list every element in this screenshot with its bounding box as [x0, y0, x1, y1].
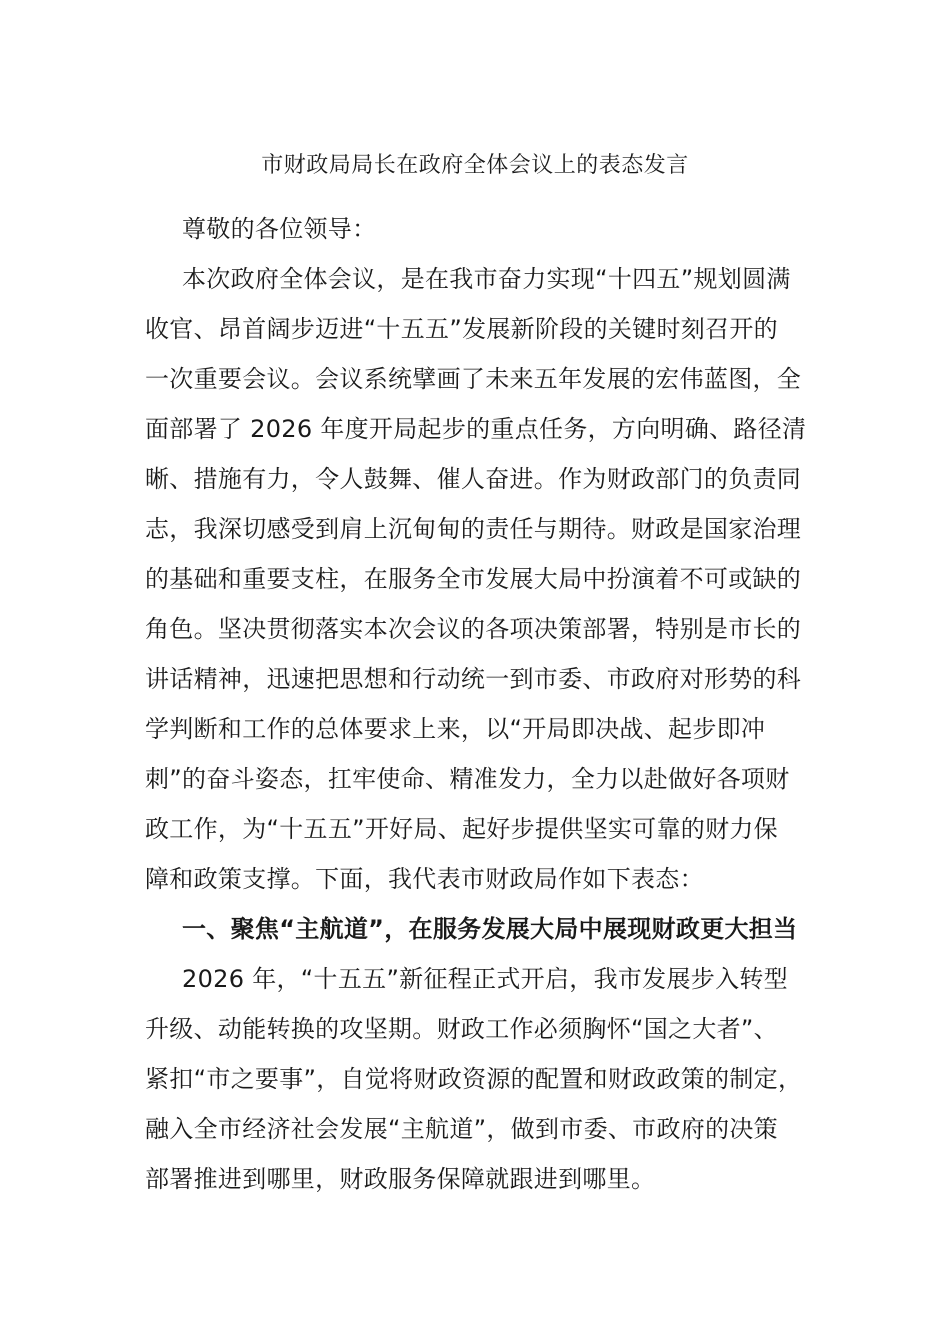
- paragraph-1-line: 障和政策支撑。下面，我代表市财政局作如下表态：: [145, 865, 704, 893]
- paragraph-2-line: 升级、动能转换的攻坚期。财政工作必须胸怀“国之大者”、: [145, 1015, 778, 1043]
- salutation: 尊敬的各位领导：: [182, 215, 377, 243]
- paragraph-2-line: 融入全市经济社会发展“主航道”，做到市委、市政府的决策: [145, 1115, 778, 1143]
- paragraph-1-line: 面部署了 2026 年度开局起步的重点任务，方向明确、路径清: [145, 415, 807, 443]
- paragraph-1-line: 刺”的奋斗姿态，扛牢使命、精准发力，全力以赴做好各项财: [145, 765, 790, 793]
- paragraph-1-line: 的基础和重要支柱，在服务全市发展大局中扮演着不可或缺的: [145, 565, 802, 593]
- paragraph-1-line: 学判断和工作的总体要求上来，以“开局即决战、起步即冲: [145, 715, 766, 743]
- paragraph-2-line: 部署推进到哪里，财政服务保障就跟进到哪里。: [145, 1165, 656, 1193]
- paragraph-1-line: 一次重要会议。会议系统擘画了未来五年发展的宏伟蓝图，全: [145, 365, 802, 393]
- paragraph-1-line: 讲话精神，迅速把思想和行动统一到市委、市政府对形势的科: [145, 665, 802, 693]
- paragraph-1-line: 收官、昂首阔步迈进“十五五”发展新阶段的关键时刻召开的: [145, 315, 778, 343]
- paragraph-2-line: 2026 年，“十五五”新征程正式开启，我市发展步入转型: [182, 965, 788, 993]
- paragraph-1-line: 志，我深切感受到肩上沉甸甸的责任与期待。财政是国家治理: [145, 515, 802, 543]
- paragraph-2-line: 紧扣“市之要事”，自觉将财政资源的配置和财政政策的制定，: [145, 1065, 803, 1093]
- document-title: 市财政局局长在政府全体会议上的表态发言: [261, 153, 689, 178]
- paragraph-1-line: 本次政府全体会议，是在我市奋力实现“十四五”规划圆满: [182, 265, 791, 293]
- paragraph-1-line: 政工作，为“十五五”开好局、起好步提供坚实可靠的财力保: [145, 815, 778, 843]
- paragraph-1-line: 角色。坚决贯彻落实本次会议的各项决策部署，特别是市长的: [145, 615, 802, 643]
- section-1-heading: 一、聚焦“主航道”，在服务发展大局中展现财政更大担当: [182, 915, 798, 943]
- paragraph-1-line: 晰、措施有力，令人鼓舞、催人奋进。作为财政部门的负责同: [145, 465, 802, 493]
